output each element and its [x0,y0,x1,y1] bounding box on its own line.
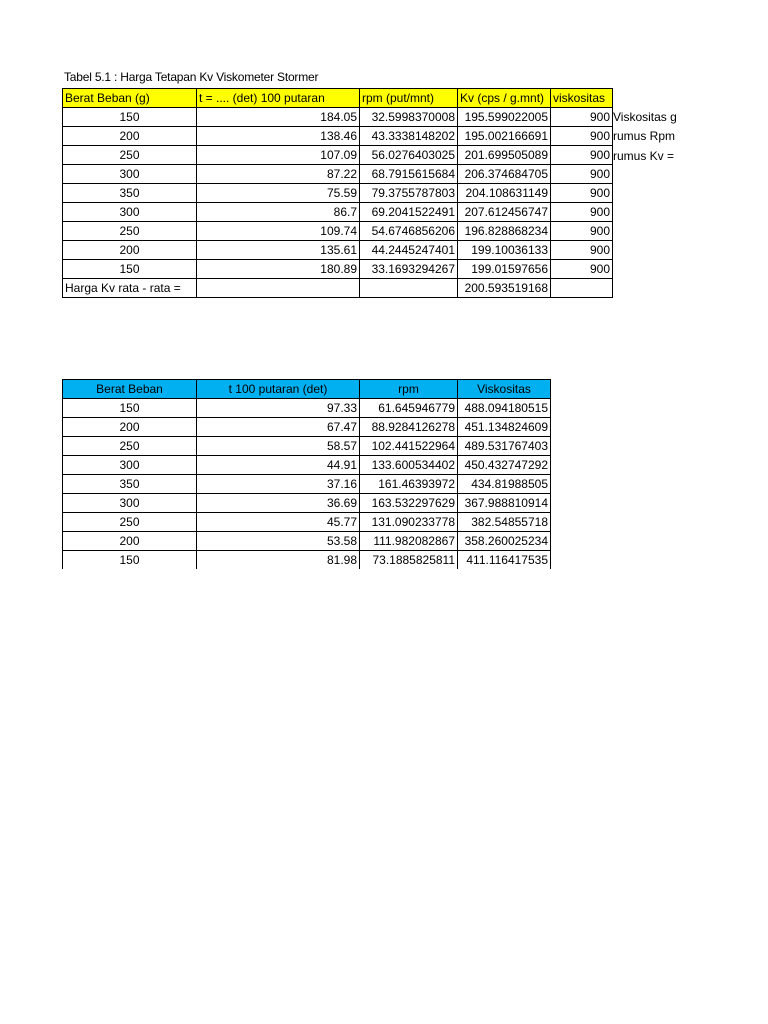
cell-kv[interactable]: 195.002166691 [458,127,551,146]
cell-rpm[interactable]: 161.46393972 [360,475,458,494]
cell-berat-beban[interactable]: 200 [63,418,197,437]
table-cell[interactable] [360,279,458,298]
cell-time[interactable]: 36.69 [197,494,360,513]
table-row [63,260,613,279]
cell-time[interactable]: 81.98 [197,551,360,570]
cell-rpm[interactable]: 73.1885825811 [360,551,458,570]
table-row [63,127,613,146]
cell-viskositas[interactable]: 900 [551,108,613,127]
cell-time[interactable]: 58.57 [197,437,360,456]
viskositas-table [62,379,551,569]
cell-time[interactable]: 109.74 [197,222,360,241]
cell-kv[interactable]: 196.828868234 [458,222,551,241]
cell-viskositas[interactable]: 382.54855718 [458,513,551,532]
cell-kv[interactable]: 195.599022005 [458,108,551,127]
cell-berat-beban[interactable]: 300 [63,165,197,184]
cell-viskositas[interactable]: 900 [551,222,613,241]
table-row [63,399,551,418]
cell-viskositas[interactable]: 451.134824609 [458,418,551,437]
cell-berat-beban[interactable]: 350 [63,475,197,494]
cell-kv[interactable]: 199.01597656 [458,260,551,279]
cell-viskositas[interactable]: 900 [551,146,613,165]
cell-time[interactable]: 37.16 [197,475,360,494]
table-row [63,456,551,475]
cell-rpm[interactable]: 44.2445247401 [360,241,458,260]
cell-time[interactable]: 97.33 [197,399,360,418]
table-row [63,108,613,127]
cell-berat-beban[interactable]: 300 [63,203,197,222]
cell-viskositas[interactable]: 900 [551,203,613,222]
cell-rpm[interactable]: 111.982082867 [360,532,458,551]
cell-kv[interactable]: 199.10036133 [458,241,551,260]
table-row [63,222,613,241]
cell-time[interactable]: 107.09 [197,146,360,165]
cell-rpm[interactable]: 68.7915615684 [360,165,458,184]
cell-berat-beban[interactable]: 150 [63,108,197,127]
cell-berat-beban[interactable]: 200 [63,127,197,146]
cell-rpm[interactable]: 163.532297629 [360,494,458,513]
cell-time[interactable]: 138.46 [197,127,360,146]
header-rpm-2[interactable]: rpm [360,380,458,399]
cell-rpm[interactable]: 56.0276403025 [360,146,458,165]
cell-berat-beban[interactable]: 250 [63,513,197,532]
cell-viskositas[interactable]: 900 [551,184,613,203]
cell-berat-beban[interactable]: 200 [63,532,197,551]
cell-rpm[interactable]: 43.3338148202 [360,127,458,146]
table-row [63,203,613,222]
cell-viskositas[interactable]: 488.094180515 [458,399,551,418]
cell-rpm[interactable]: 88.9284126278 [360,418,458,437]
cell-viskositas[interactable]: 900 [551,127,613,146]
header-kv[interactable]: Kv (cps / g.mnt) [458,89,551,108]
kv-average-row [63,279,613,298]
table-row [63,184,613,203]
header-viskositas-2[interactable]: Viskositas [458,380,551,399]
cell-viskositas[interactable]: 450.432747292 [458,456,551,475]
cell-berat-beban[interactable]: 150 [63,399,197,418]
table-row [63,532,551,551]
cell-rpm[interactable]: 32.5998370008 [360,108,458,127]
cell-berat-beban[interactable]: 350 [63,184,197,203]
cell-rpm[interactable]: 131.090233778 [360,513,458,532]
cell-berat-beban[interactable]: 300 [63,494,197,513]
cell-viskositas[interactable]: 367.988810914 [458,494,551,513]
cell-berat-beban[interactable]: 250 [63,437,197,456]
cell-viskositas[interactable]: 489.531767403 [458,437,551,456]
cell-time[interactable]: 180.89 [197,260,360,279]
cell-viskositas[interactable]: 358.260025234 [458,532,551,551]
cell-rpm[interactable]: 79.3755787803 [360,184,458,203]
header-berat-beban[interactable]: Berat Beban (g) [63,89,197,108]
cell-viskositas[interactable]: 900 [551,260,613,279]
cell-berat-beban[interactable]: 300 [63,456,197,475]
header-time-2[interactable]: t 100 putaran (det) [197,380,360,399]
cell-berat-beban[interactable]: 150 [63,551,197,570]
table-row [63,146,613,165]
kv-table-header-row [63,89,613,108]
table-row [63,513,551,532]
table-cell[interactable] [197,279,360,298]
cell-rpm[interactable]: 102.441522964 [360,437,458,456]
cell-rpm[interactable]: 133.600534402 [360,456,458,475]
kv-table [62,88,613,298]
table-row [63,475,551,494]
side-note-rumus-rpm[interactable]: rumus Rpm [613,129,676,144]
cell-berat-beban[interactable]: 250 [63,146,197,165]
kv-average-value[interactable]: 200.593519168 [458,279,551,298]
cell-rpm[interactable]: 61.645946779 [360,399,458,418]
cell-time[interactable]: 87.22 [197,165,360,184]
cell-rpm[interactable]: 33.1693294267 [360,260,458,279]
header-time[interactable]: t = .... (det) 100 putaran [197,89,360,108]
side-note-rumus-kv[interactable]: rumus Kv = [613,148,675,163]
cell-kv[interactable]: 201.699505089 [458,146,551,165]
cell-rpm[interactable]: 54.6746856206 [360,222,458,241]
cell-kv[interactable]: 206.374684705 [458,165,551,184]
table-row [63,241,613,260]
side-note-viskositas[interactable]: Viskositas g [613,110,677,124]
cell-viskositas[interactable]: 900 [551,241,613,260]
table-cell[interactable] [551,279,613,298]
cell-rpm[interactable]: 69.2041522491 [360,203,458,222]
cell-viskositas[interactable]: 900 [551,165,613,184]
viskositas-table-header-row [63,380,551,399]
table1-title: Tabel 5.1 : Harga Tetapan Kv Viskometer Stormer [64,70,319,84]
table-row [63,551,551,570]
cell-time[interactable]: 86.7 [197,203,360,222]
cell-viskositas[interactable]: 434.81988505 [458,475,551,494]
cell-viskositas[interactable]: 411.116417535 [458,551,551,570]
cell-berat-beban[interactable]: 150 [63,260,197,279]
cell-berat-beban[interactable]: 250 [63,222,197,241]
table-row [63,437,551,456]
cell-time[interactable]: 184.05 [197,108,360,127]
header-viskositas[interactable]: viskositas [551,89,613,108]
header-rpm[interactable]: rpm (put/mnt) [360,89,458,108]
kv-average-label[interactable]: Harga Kv rata - rata = [63,279,197,298]
cell-kv[interactable]: 204.108631149 [458,184,551,203]
cell-time[interactable]: 135.61 [197,241,360,260]
cell-berat-beban[interactable]: 200 [63,241,197,260]
header-berat-beban-2[interactable]: Berat Beban [63,380,197,399]
cell-kv[interactable]: 207.612456747 [458,203,551,222]
table-row [63,165,613,184]
table-row [63,418,551,437]
cell-time[interactable]: 53.58 [197,532,360,551]
cell-time[interactable]: 44.91 [197,456,360,475]
side-notes [613,108,768,166]
cell-time[interactable]: 67.47 [197,418,360,437]
cell-time[interactable]: 75.59 [197,184,360,203]
cell-time[interactable]: 45.77 [197,513,360,532]
table-row [63,494,551,513]
